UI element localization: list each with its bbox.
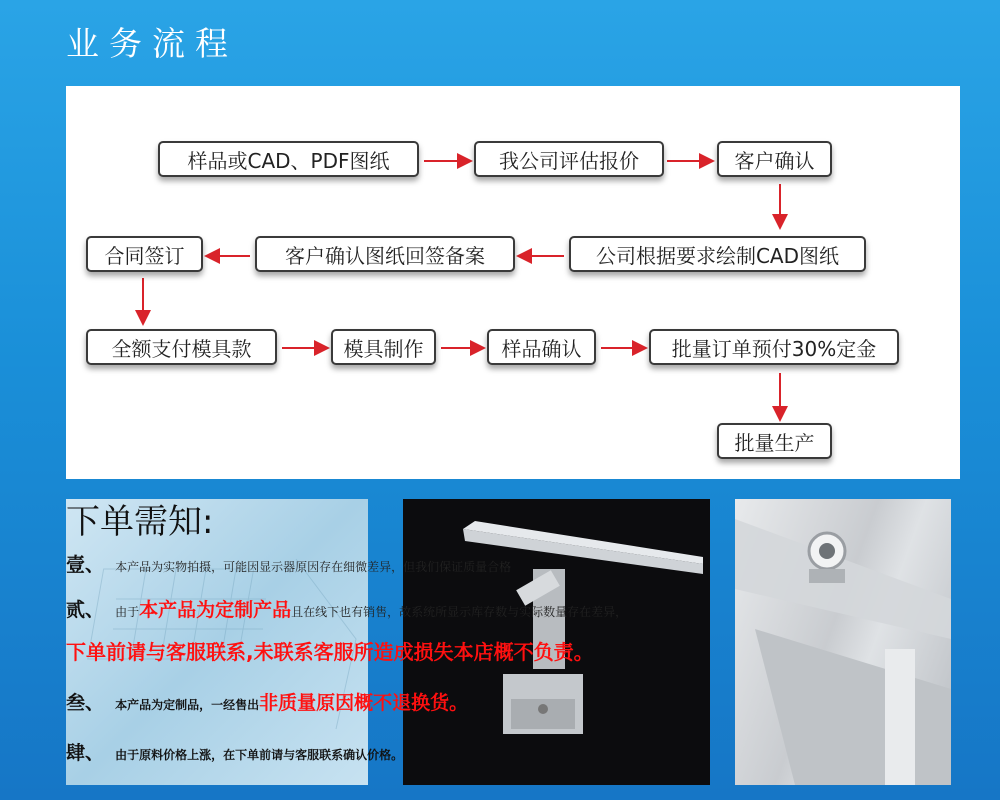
process-flow-card	[66, 86, 960, 479]
page-title: 业务流程	[66, 24, 238, 63]
step-mold-making: 模具制作	[331, 329, 436, 365]
step-draw-cad: 公司根据要求绘制CAD图纸	[569, 236, 866, 272]
note-3-number: 叁、	[66, 692, 105, 714]
note-3-text: 本产品为定制品，一经售出	[115, 698, 260, 712]
order-notes	[66, 494, 966, 794]
step-mass-production: 批量生产	[717, 423, 832, 459]
note-1-number: 壹、	[66, 554, 105, 576]
note-4-text: 由于原料价格上涨，在下单前请与客服联系确认价格。	[115, 748, 404, 762]
note-3	[66, 688, 468, 715]
note-1	[66, 550, 511, 577]
note-2-text: 且在线下也有销售，故系统所显示库存数与实际数量存在差异，	[291, 605, 628, 619]
note-2-highlight: 本产品为定制产品	[139, 599, 292, 621]
step-drawing-signoff: 客户确认图纸回签备案	[255, 236, 515, 272]
note-4-number: 肆、	[66, 742, 105, 764]
step-contract-sign: 合同签订	[86, 236, 203, 272]
note-3-highlight: 非质量原因概不退换货。	[259, 692, 469, 714]
note-2-warning: 下单前请与客服联系,未联系客服所造成损失本店概不负责。	[66, 640, 594, 664]
step-full-mold-payment: 全额支付模具款	[86, 329, 277, 365]
note-2-prefix: 由于	[115, 605, 140, 619]
note-2	[66, 595, 627, 622]
step-sample-or-cad: 样品或CAD、PDF图纸	[158, 141, 419, 177]
step-deposit: 批量订单预付30%定金	[649, 329, 899, 365]
step-company-quote: 我公司评估报价	[474, 141, 664, 177]
note-1-text: 本产品为实物拍摄，可能因显示器原因存在细微差异，但我们保证质量合格	[115, 560, 512, 574]
note-4	[66, 738, 403, 765]
note-2-line2	[66, 636, 594, 665]
notes-heading: 下单需知:	[66, 502, 214, 542]
note-2-number: 贰、	[66, 599, 105, 621]
step-sample-confirm: 样品确认	[487, 329, 596, 365]
step-customer-confirm: 客户确认	[717, 141, 832, 177]
